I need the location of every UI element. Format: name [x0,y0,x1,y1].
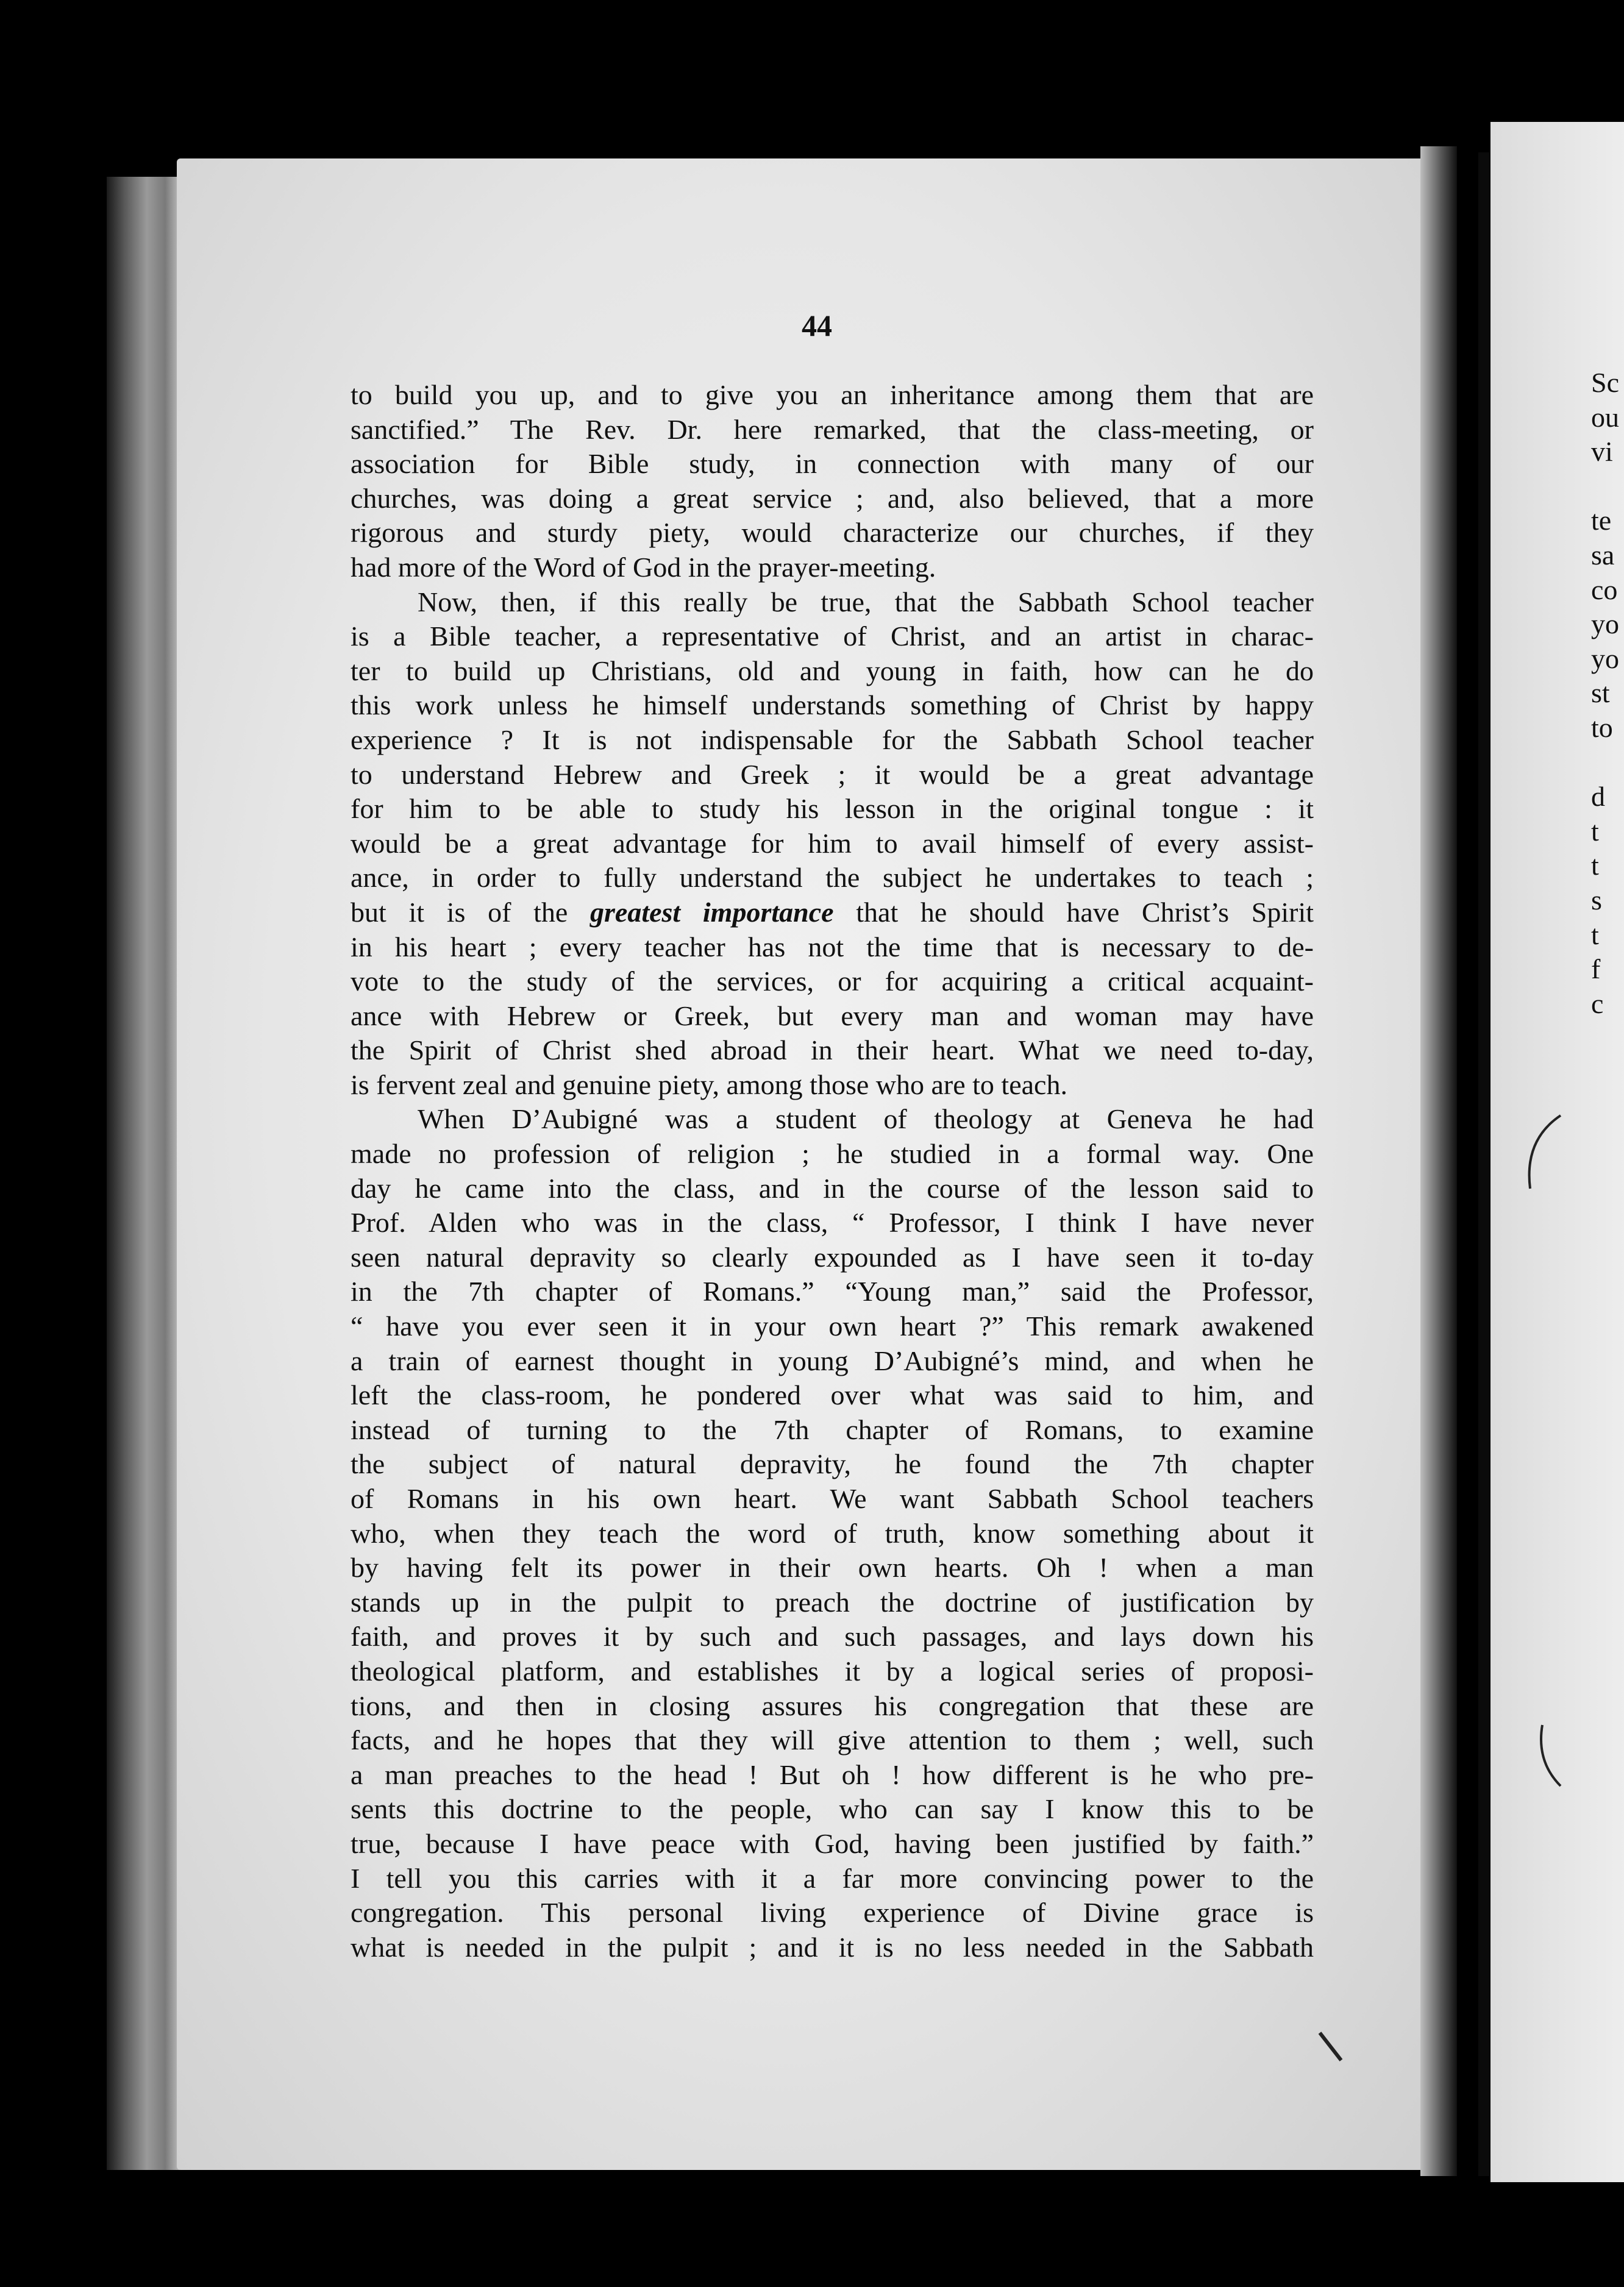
facing-text-fragment: yo [1591,608,1619,640]
text-line: ance with Hebrew or Greek, but every man and woman may have [351,1000,1314,1031]
text-line: seen natural depravity so clearly expounded as I have seen it to-day [351,1241,1314,1273]
text-line: sanctified.” The Rev. Dr. here remarked, that the class-meeting, or [351,413,1314,445]
text-line: the Spirit of Christ shed abroad in their heart. What we need to-day, [351,1034,1314,1066]
text-line: a man preaches to the head ! But oh ! how different is he who pre- [351,1759,1314,1790]
text-fragment: that he should have Christ’s Spirit [833,896,1314,928]
text-line: vote to the study of the services, or for acquiring a critical acquaint- [351,966,1314,997]
facing-text-fragment: f [1591,953,1601,985]
facing-text-fragment: ou [1591,401,1619,433]
text-line: stands up in the pulpit to preach the doctrine of justification by [351,1586,1314,1618]
text-line: by having felt its power in their own hearts. Oh ! when a man [351,1552,1314,1584]
facing-text-fragment [1591,469,1624,504]
facing-text-fragment: co [1591,574,1618,605]
text-line: ter to build up Christians, old and young in faith, how can he do [351,655,1314,686]
text-line: made no profession of religion ; he studied in a formal way. One [351,1138,1314,1170]
text-line: churches, was doing a great service ; and, also believed, that a more [351,482,1314,514]
margin-bracket-mark [1530,1719,1567,1792]
book-spine-edge [107,177,180,2170]
facing-text-fragment: d [1591,781,1605,813]
facing-text-fragment: to [1591,711,1613,743]
text-line: to understand Hebrew and Greek ; it would be a great advantage [351,758,1314,790]
text-line: would be a great advantage for him to avail himself of every assist- [351,827,1314,859]
page-gutter [1420,146,1457,2176]
text-line: a train of earnest thought in young D’Aubigné’s mind, and when he [351,1345,1314,1376]
facing-text-fragment [1591,745,1624,780]
text-line: Prof. Alden who was in the class, “ Professor, I think I have never [351,1207,1314,1239]
text-line: in his heart ; every teacher has not the time that is necessary to de- [351,931,1314,962]
facing-text-fragment: t [1591,850,1599,881]
page-number: 44 [802,308,832,343]
facing-text-fragment: sa [1591,539,1615,571]
text-line: true, because I have peace with God, having been justified by faith.” [351,1827,1314,1859]
facing-page-text [1591,366,1624,1021]
text-line: tions, and then in closing assures his congregation that these are [351,1690,1314,1721]
text-line: theological platform, and establishes it by a logical series of proposi- [351,1655,1314,1687]
page-body [351,378,1314,1965]
text-line: “ have you ever seen it in your own heart ?” This remark awakened [351,1311,1314,1342]
text-line: is fervent zeal and genuine piety, among those who are to teach. [351,1069,1067,1100]
text-line: I tell you this carries with it a far more convincing power to the [351,1862,1314,1894]
page-divider [1478,152,1489,2176]
text-line: what is needed in the pulpit ; and it is no less needed in the Sabbath [351,1931,1314,1963]
text-line: Now, then, if this really be true, that the Sabbath School teacher [418,586,1314,617]
facing-text-fragment: Sc [1591,367,1619,398]
text-line: instead of turning to the 7th chapter of Romans, to examine [351,1414,1314,1445]
facing-text-fragment: vi [1591,436,1613,468]
text-line: had more of the Word of God in the prayer-meeting. [351,551,936,583]
text-line-emphasis [351,895,1314,930]
text-line: When D’Aubigné was a student of theology at Geneva he had [418,1103,1314,1135]
text-line: experience ? It is not indispensable for the Sabbath School teacher [351,724,1314,755]
text-line: left the class-room, he pondered over what was said to him, and [351,1379,1314,1411]
paragraph-1 [351,378,1314,585]
facing-text-fragment: s [1591,884,1602,916]
facing-text-fragment: te [1591,505,1612,536]
facing-text-fragment: t [1591,919,1599,950]
text-line: congregation. This personal living experience of Divine grace is [351,1897,1314,1929]
text-line: who, when they teach the word of truth, know something about it [351,1517,1314,1549]
text-line: day he came into the class, and in the course of the lesson said to [351,1172,1314,1204]
facing-text-fragment: st [1591,677,1610,709]
text-line: this work unless he himself understands something of Christ by happy [351,689,1314,721]
emphasized-text: greatest importance [590,896,834,928]
text-line: sents this doctrine to the people, who can say I know this to be [351,1793,1314,1825]
margin-tick-mark [1317,2030,1347,2066]
facing-text-fragment: yo [1591,642,1619,674]
text-line: the subject of natural depravity, he found the 7th chapter [351,1448,1314,1480]
text-line: faith, and proves it by such and such passages, and lays down his [351,1621,1314,1652]
text-line: in the 7th chapter of Romans.” “Young man,” said the Professor, [351,1276,1314,1307]
text-line: ance, in order to fully understand the subject he undertakes to teach ; [351,862,1314,894]
text-line: for him to be able to study his lesson in the original tongue : it [351,793,1314,825]
text-line: to build you up, and to give you an inheritance among them that are [351,379,1314,410]
facing-text-fragment: t [1591,815,1599,847]
paragraph-2 [351,585,1314,1103]
paragraph-3 [351,1102,1314,1965]
facing-text-fragment: c [1591,987,1604,1019]
text-line: rigorous and sturdy piety, would characterize our churches, if they [351,517,1314,549]
text-line: of Romans in his own heart. We want Sabbath School teachers [351,1483,1314,1514]
margin-bracket-mark [1512,1109,1567,1195]
text-fragment: but it is of the [351,896,590,928]
text-line: facts, and he hopes that they will give attention to them ; well, such [351,1724,1314,1756]
text-line: is a Bible teacher, a representative of Christ, and an artist in charac- [351,621,1314,652]
text-line: association for Bible study, in connection with many of our [351,448,1314,480]
